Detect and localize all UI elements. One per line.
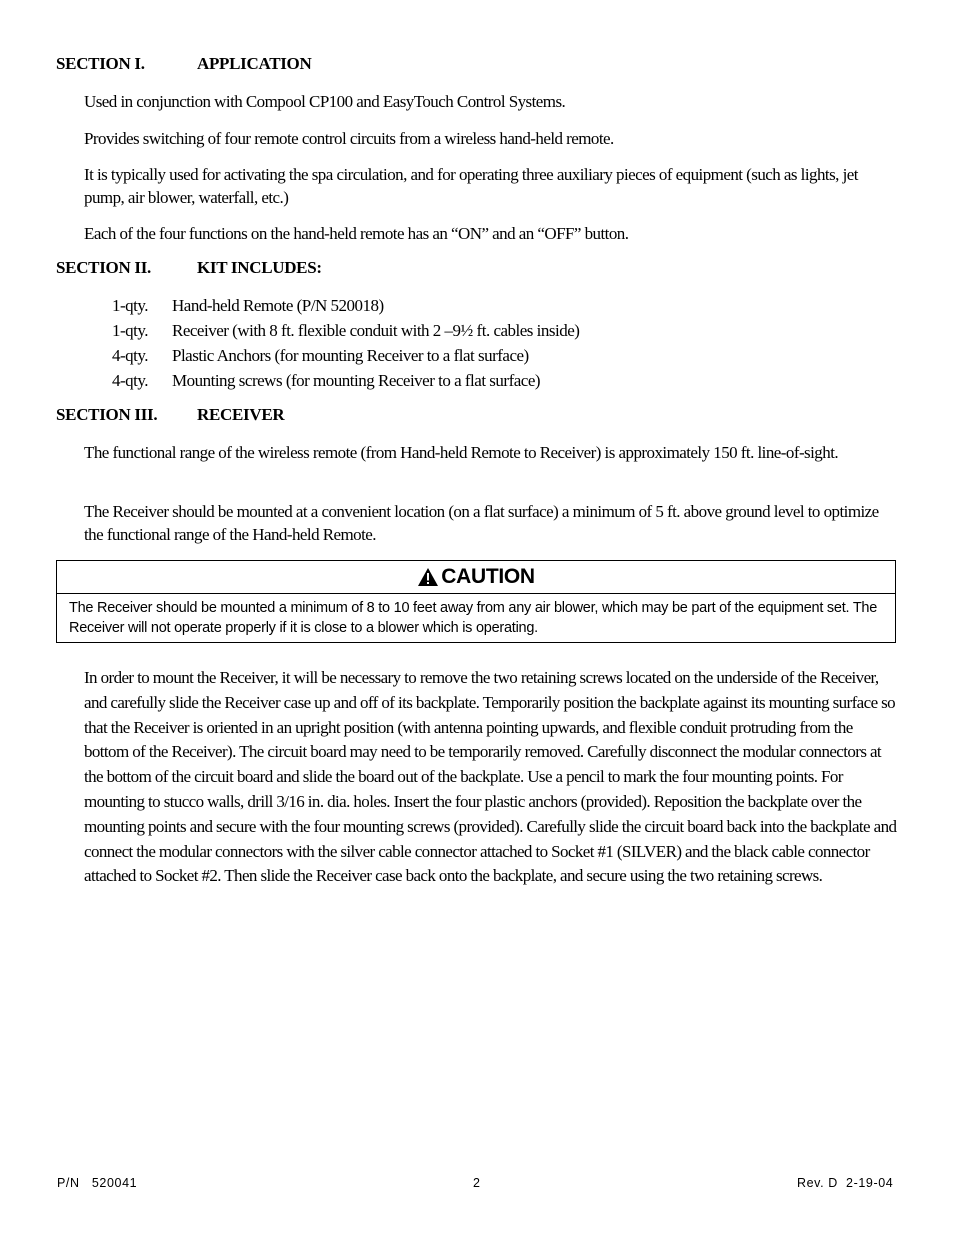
section-3-paragraph-1: The functional range of the wireless remote (from Hand-held Remote to Receiver) is approximately 150 ft. line-of-sight.: [84, 443, 839, 462]
kit-item-qty: 1-qty.: [112, 321, 149, 340]
caution-header: [57, 561, 895, 594]
kit-item-desc: Plastic Anchors (for mounting Receiver to a flat surface): [172, 346, 529, 365]
section-1-heading: [56, 54, 311, 74]
section-1-paragraph-1: Used in conjunction with Compool CP100 and EasyTouch Control Systems.: [84, 92, 566, 111]
warning-triangle-icon: [417, 567, 439, 587]
kit-list-item: [112, 368, 579, 393]
section-3-number: SECTION III.: [56, 405, 158, 424]
kit-list: [112, 293, 579, 393]
footer-revision: Rev. D 2-19-04: [797, 1176, 894, 1190]
section-3-heading: [56, 405, 284, 425]
kit-list-item: [112, 343, 579, 368]
kit-list-item: [112, 318, 579, 343]
kit-item-desc: Receiver (with 8 ft. flexible conduit with 2 –9½ ft. cables inside): [172, 321, 580, 340]
section-1-number: SECTION I.: [56, 54, 145, 73]
kit-list-item: [112, 293, 579, 318]
caution-title: CAUTION: [441, 565, 535, 588]
caution-text: The Receiver should be mounted a minimum of 8 to 10 feet away from any air blower, which may be part of the equipment set. The Receiver will not operate properly if it is close to a blower which is operating.: [69, 600, 878, 636]
footer-part-number: P/N 520041: [57, 1176, 138, 1190]
section-1-paragraph-3: It is typically used for activating the spa circulation, and for operating three auxiliary pieces of equipment (such as lights, jet pump, air blower, waterfall, etc.): [84, 165, 858, 207]
footer-page-number: 2: [473, 1176, 481, 1190]
kit-item-qty: 4-qty.: [112, 346, 149, 365]
section-2-number: SECTION II.: [56, 258, 151, 277]
section-2-title: KIT INCLUDES:: [197, 258, 322, 277]
kit-item-qty: 4-qty.: [112, 371, 149, 390]
section-3-paragraph-2: The Receiver should be mounted at a convenient location (on a flat surface) a minimum of 5 ft. above ground level to optimize the functional range of the Hand-held Remote.: [84, 502, 879, 544]
mounting-instructions: In order to mount the Receiver, it will be necessary to remove the two retaining screws located on the underside of the Receiver, and carefully slide the Receiver case up and off of its backplate. Temporarily position the backplate against its mounting surface so that the Receiver is oriented in an upright position (with antenna pointing upwards, and flexible conduit protruding from the bottom of the Receiver). The circuit board may need to be temporarily removed. Carefully disconnect the modular connectors at the bottom of the circuit board and slide the board out of the backplate. Use a pencil to mark the four mounting points. For mounting to stucco walls, drill 3/16 in. dia. holes. Insert the four plastic anchors (provided). Reposition the backplate over the mounting points and secure with the four mounting screws (provided). Carefully slide the circuit board back into the backplate and connect the modular connectors with the silver cable connector attached to Socket #1 (SILVER) and the black cable connector attached to Socket #2. Then slide the Receiver case back onto the backplate, and secure using the two retaining screws.: [84, 668, 897, 886]
section-1-paragraph-2: Provides switching of four remote control circuits from a wireless hand-held remote.: [84, 129, 614, 148]
section-1-paragraph-4: Each of the four functions on the hand-held remote has an “ON” and an “OFF” button.: [84, 224, 629, 243]
caution-box: [56, 560, 896, 643]
kit-item-desc: Hand-held Remote (P/N 520018): [172, 296, 384, 315]
section-2-heading: [56, 258, 322, 278]
kit-item-qty: 1-qty.: [112, 296, 149, 315]
kit-item-desc: Mounting screws (for mounting Receiver to a flat surface): [172, 371, 541, 390]
section-3-title: RECEIVER: [197, 405, 285, 424]
section-1-title: APPLICATION: [197, 54, 312, 73]
